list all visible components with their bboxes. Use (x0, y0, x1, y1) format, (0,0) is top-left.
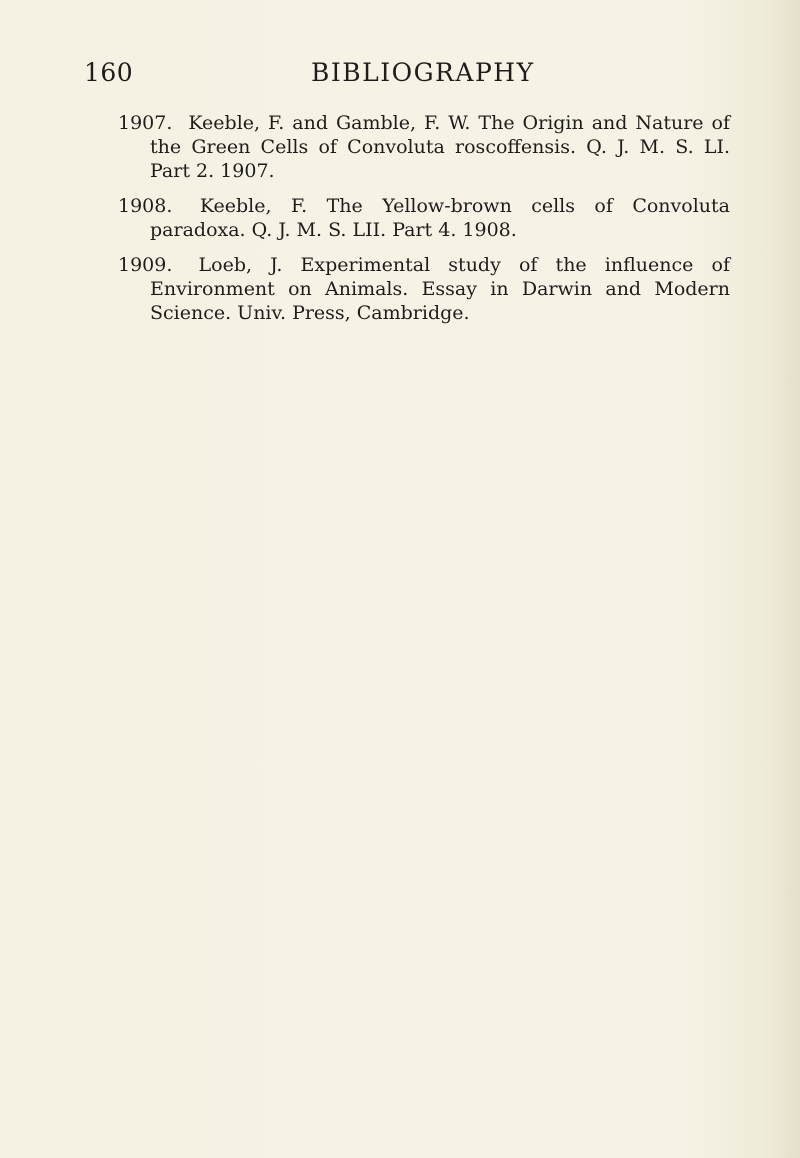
page-header (84, 58, 724, 94)
bibliography-entry (118, 194, 730, 242)
bibliography-entry (118, 253, 730, 325)
entry-text: Keeble, F. The Yellow-brown cells of Convoluta paradoxa. Q. J. M. S. LII. Part 4. 1908. (150, 195, 730, 241)
bibliography-entry (118, 111, 730, 183)
entry-number: 1908. (118, 195, 173, 217)
page-number: 160 (84, 58, 134, 87)
entry-text: Keeble, F. and Gamble, F. W. The Origin and Nature of the Green Cells of Convoluta roscoffensis. Q. J. M. S. LI. Part 2. 1907. (150, 112, 730, 182)
entry-number: 1907. (118, 112, 173, 134)
entry-number: 1909. (118, 254, 173, 276)
bibliography-list (118, 111, 730, 336)
running-title: BIBLIOGRAPHY (311, 58, 535, 87)
entry-text: Loeb, J. Experimental study of the influence of Environment on Animals. Essay in Darwin and Modern Science. Univ. Press, Cambridge. (150, 254, 730, 324)
